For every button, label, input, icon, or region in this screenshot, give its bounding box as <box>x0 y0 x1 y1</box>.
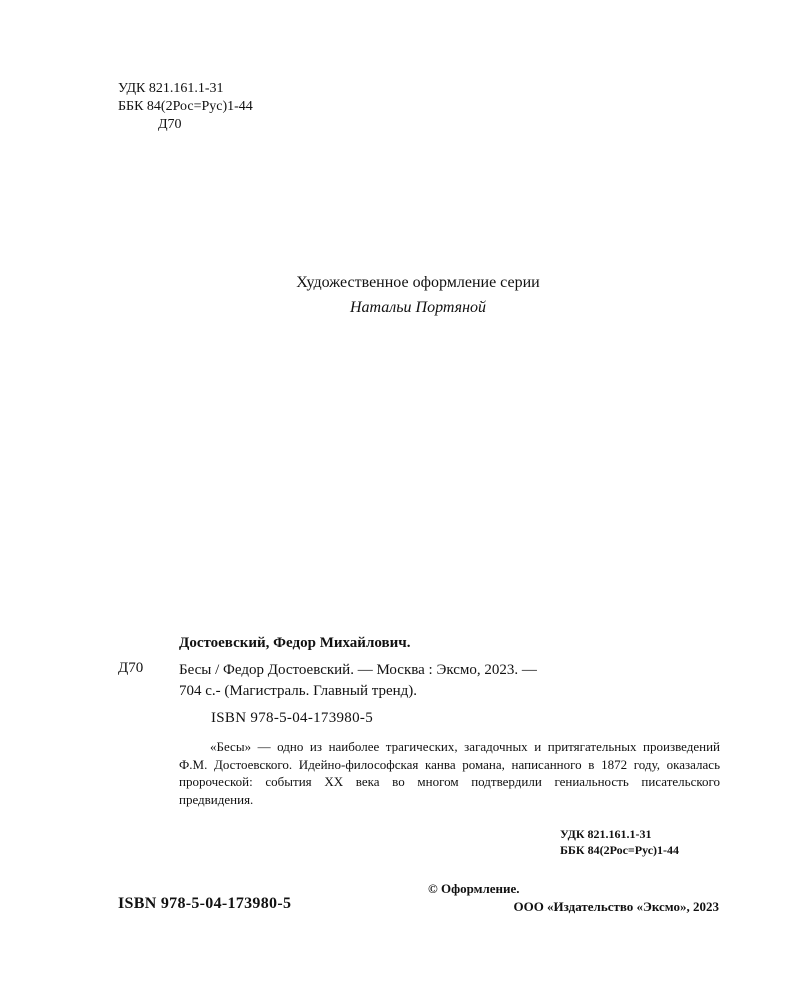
series-design-credit <box>0 270 800 320</box>
bbk-code-bottom: ББК 84(2Рос=Рус)1-44 <box>560 843 680 857</box>
record-isbn: ISBN 978-5-04-173980-5 <box>211 710 374 726</box>
classification-block-top <box>118 80 253 134</box>
credit-line: Художественное оформление серии <box>296 274 540 291</box>
description-line-2: 704 с.- (Магистраль. Главный тренд). <box>179 683 418 699</box>
record-author: Достоевский, Федор Михайлович. <box>179 635 411 651</box>
credit-artist: Натальи Портяной <box>349 299 487 316</box>
copyright-line-1: © Оформление. <box>428 881 520 896</box>
bbk-code: ББК 84(2Рос=Рус)1-44 <box>118 99 253 114</box>
record-description <box>179 660 537 702</box>
copyright-line-2: ООО «Издательство «Эксмо», 2023 <box>513 899 719 914</box>
classification-block-bottom <box>560 826 679 858</box>
copyright-notice <box>419 880 719 916</box>
description-line-1: Бесы / Федор Достоевский. — Москва : Эксмо, 2023. — <box>179 662 537 678</box>
record-code: Д70 <box>118 660 144 676</box>
udk-code-bottom: УДК 821.161.1-31 <box>560 827 652 841</box>
footer-isbn: ISBN 978-5-04-173980-5 <box>118 895 292 912</box>
author-mark: Д70 <box>158 117 182 132</box>
udk-code: УДК 821.161.1-31 <box>118 81 224 96</box>
annotation: «Бесы» — одно из наиболее трагических, загадочных и притягательных произведений Ф.М. Достоевского. Идейно-философская канва романа, написанного в 1872 году, оказалась пророческой: события XX века во многом подтвердили гениальность писательского предвидения. <box>179 739 720 807</box>
